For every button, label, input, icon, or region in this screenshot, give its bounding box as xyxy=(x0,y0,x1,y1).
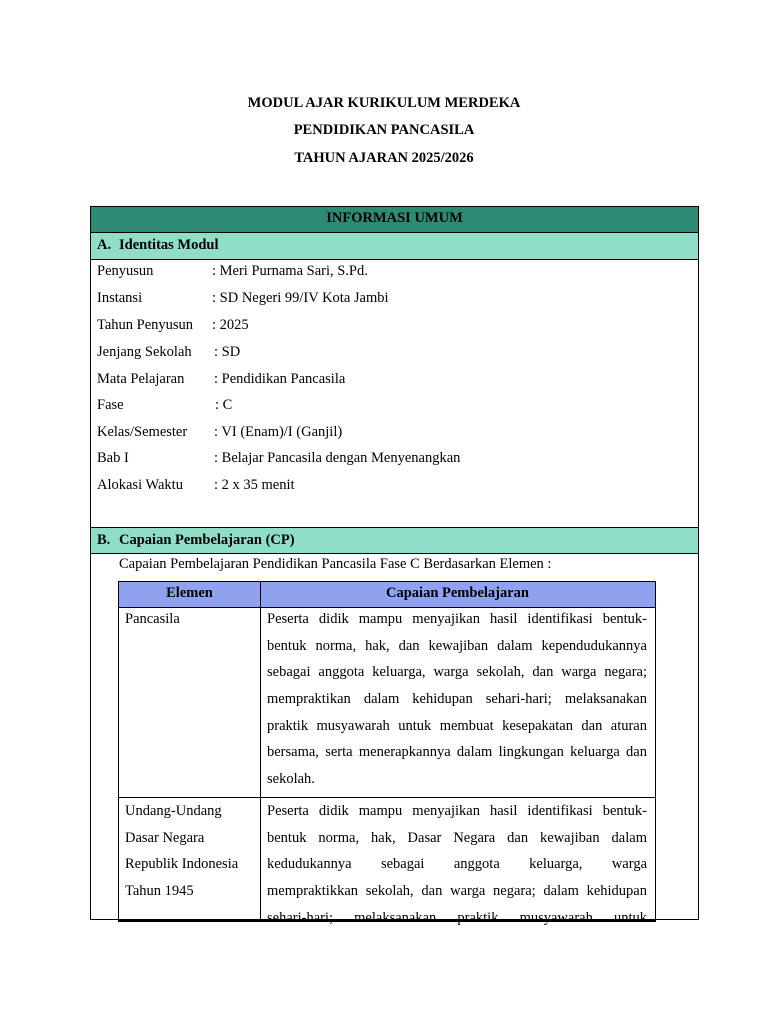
cp-intro-text: Capaian Pembelajaran Pendidikan Pancasila Fase C Berdasarkan Elemen : xyxy=(119,556,552,572)
identity-label: Jenjang Sekolah xyxy=(97,344,192,360)
section-b-letter: B. xyxy=(97,532,111,548)
identity-value: : 2 x 35 menit xyxy=(214,477,295,493)
cp-line: sekolah. xyxy=(267,771,315,788)
identity-value: : SD xyxy=(214,344,241,360)
identity-label: Penyusun xyxy=(97,263,154,279)
table-row-cp xyxy=(267,606,647,793)
cp-line: praktik musyawarah untuk membuat kesepakatan dan aturan xyxy=(267,717,647,734)
identity-value: : 2025 xyxy=(212,317,249,333)
section-a-header xyxy=(91,233,698,260)
identity-label: Fase xyxy=(97,397,124,413)
section-b-header xyxy=(91,527,698,554)
section-a-letter: A. xyxy=(97,237,112,253)
general-info-table xyxy=(90,206,699,926)
column-header-elemen: Elemen xyxy=(166,585,213,601)
identity-value: : Pendidikan Pancasila xyxy=(214,371,346,387)
identity-label: Tahun Penyusun xyxy=(97,317,194,333)
column-divider xyxy=(260,582,261,920)
identity-value: : Meri Purnama Sari, S.Pd. xyxy=(212,263,368,279)
identity-value: : VI (Enam)/I (Ganjil) xyxy=(214,424,343,440)
cp-line: bentuk norma, hak, Dasar Negara dan kewajiban dalam xyxy=(267,829,647,846)
element-line: Republik Indonesia xyxy=(125,856,239,873)
general-info-header: INFORMASI UMUM xyxy=(91,207,698,233)
identity-value: : C xyxy=(215,397,233,413)
table-row-cp xyxy=(267,798,647,931)
cp-line: mempraktikan dalam kehidupan sehari-hari; melaksanakan xyxy=(267,691,647,708)
element-line: Dasar Negara xyxy=(125,829,205,846)
table-row-element xyxy=(125,606,255,633)
cp-line: bentuk norma, hak, dan kewajiban dalam kependudukannya xyxy=(267,637,647,654)
identity-label: Bab I xyxy=(97,450,129,466)
cp-line: mempraktikkan sekolah, dan warga negara; dalam kehidupan xyxy=(267,883,647,900)
cp-table-header xyxy=(119,582,655,608)
cp-line: Peserta didik mampu menyajikan hasil identifikasi bentuk- xyxy=(267,611,647,627)
cp-line: sehari-hari; melaksanakan praktik musyawarah untuk xyxy=(267,909,647,926)
identity-label: Alokasi Waktu xyxy=(97,477,183,493)
identity-value: : Belajar Pancasila dengan Menyenangkan xyxy=(214,450,461,466)
cp-line: bersama, serta menerapkannya dalam lingkungan keluarga dan xyxy=(267,744,647,761)
identity-value: : SD Negeri 99/IV Kota Jambi xyxy=(212,290,389,306)
cp-line: kedudukannya sebagai anggota keluarga, warga xyxy=(267,856,647,873)
cp-line: sebagai anggota keluarga, warga sekolah, dan warga negara; xyxy=(267,664,647,681)
identity-label: Kelas/Semester xyxy=(97,424,188,440)
element-line: Pancasila xyxy=(125,611,180,627)
cp-line: Peserta didik mampu menyajikan hasil identifikasi bentuk- xyxy=(267,803,647,819)
element-line: Undang-Undang xyxy=(125,803,222,819)
element-line: Tahun 1945 xyxy=(125,883,194,900)
column-header-capaian: Capaian Pembelajaran xyxy=(386,585,529,601)
academic-year-title: TAHUN AJARAN 2025/2026 xyxy=(294,150,474,166)
table-row-element xyxy=(125,798,255,905)
identity-label: Mata Pelajaran xyxy=(97,371,185,387)
section-a-title: Identitas Modul xyxy=(119,237,219,253)
document-title: MODUL AJAR KURIKULUM MERDEKA xyxy=(247,95,521,111)
subject-title: PENDIDIKAN PANCASILA xyxy=(293,122,475,138)
section-b-title: Capaian Pembelajaran (CP) xyxy=(119,532,295,548)
cp-table xyxy=(118,581,656,926)
identity-label: Instansi xyxy=(97,290,143,306)
